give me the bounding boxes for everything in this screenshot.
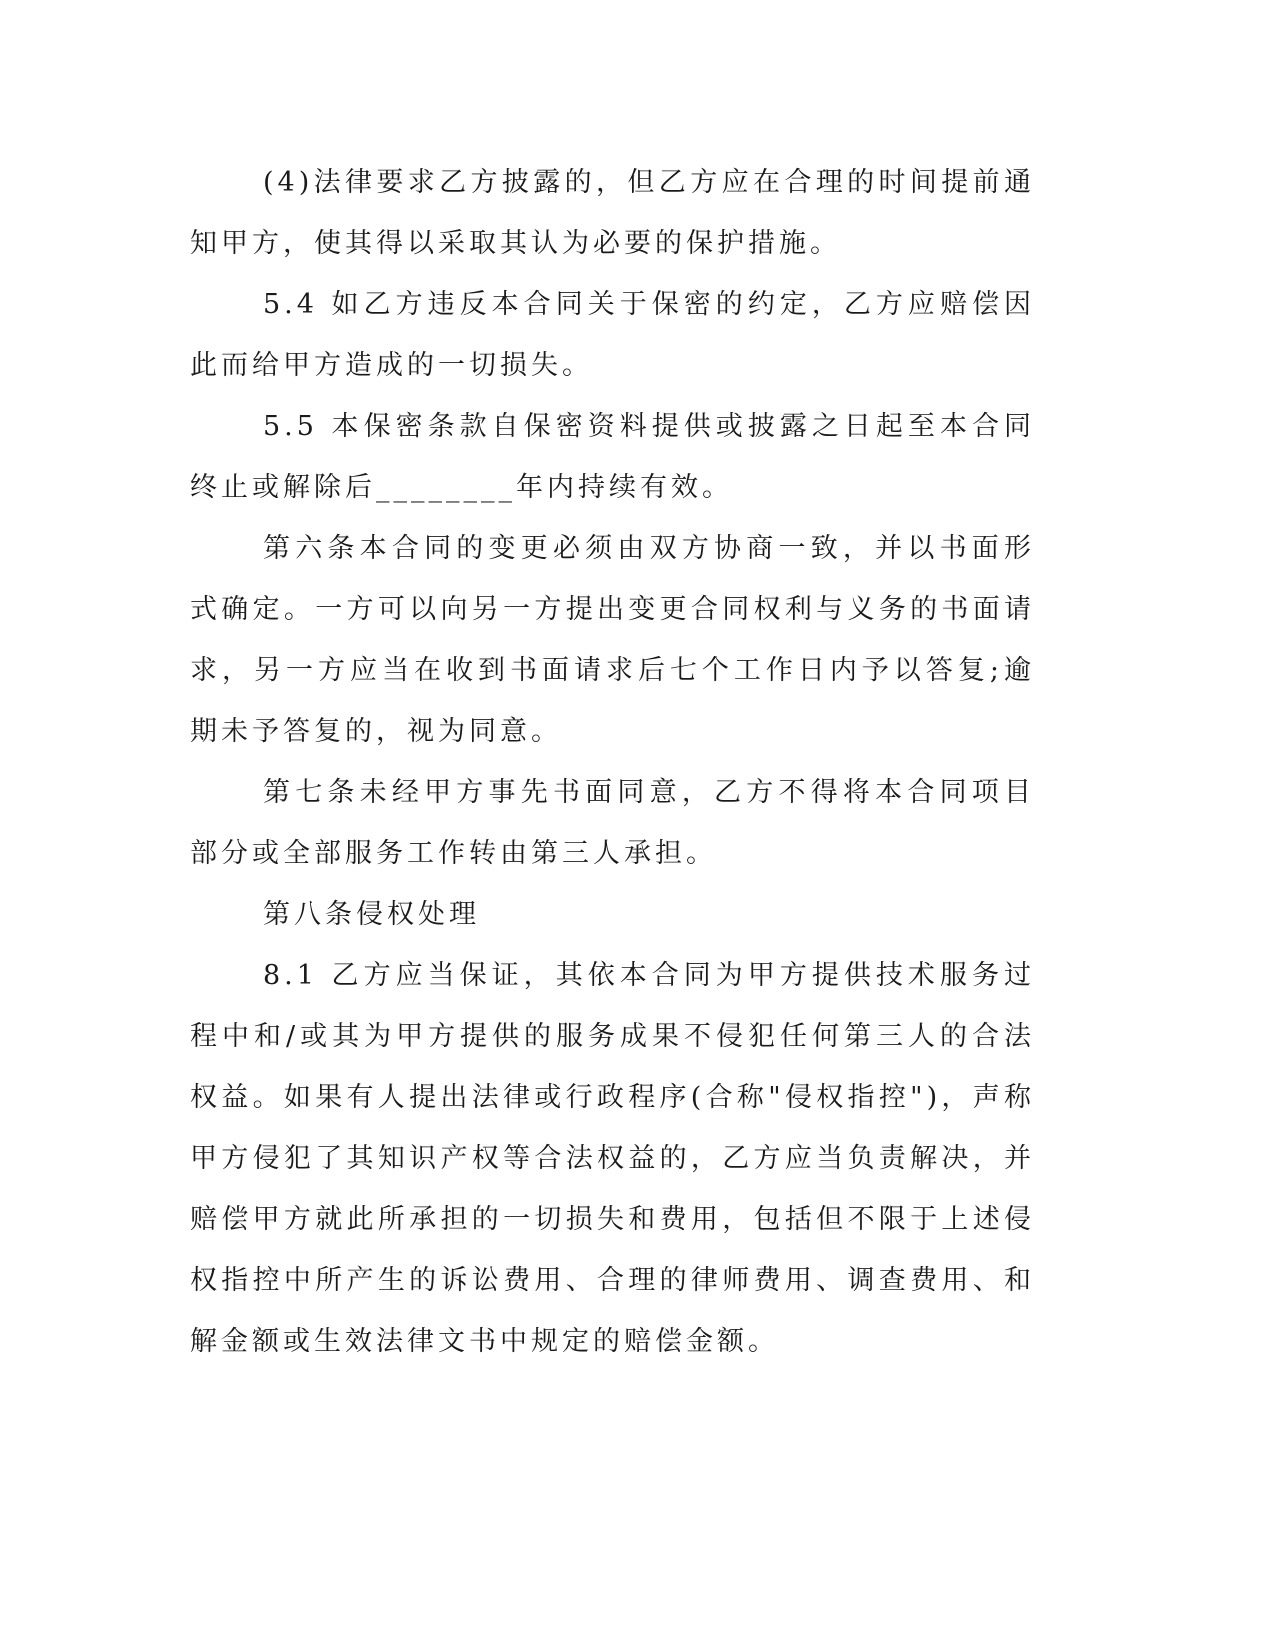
paragraph-clause-4: (4)法律要求乙方披露的，但乙方应在合理的时间提前通知甲方，使其得以采取其认为必要的保护措施。: [190, 167, 1035, 259]
paragraph-article-6: 第六条本合同的变更必须由双方协商一致，并以书面形式确定。一方可以向另一方提出变更合同权利与义务的书面请求，另一方应当在收到书面请求后七个工作日内予以答复;逾期未予答复的，视为同意。: [190, 533, 1035, 747]
paragraph-clause-5-4: 5.4 如乙方违反本合同关于保密的约定，乙方应赔偿因此而给甲方造成的一切损失。: [190, 289, 1035, 381]
paragraph-clause-8-1: 8.1 乙方应当保证，其依本合同为甲方提供技术服务过程中和/或其为甲方提供的服务成果不侵犯任何第三人的合法权益。如果有人提出法律或行政程序(合称"侵权指控")，声称甲方侵犯了其知识产权等合法权益的，乙方应当负责解决，并赔偿甲方就此所承担的一切损失和费用，包括但不限于上述侵权指控中所产生的诉讼费用、合理的律师费用、调查费用、和解金额或生效法律文书中规定的赔偿金额。: [190, 960, 1035, 1357]
heading-article-8: 第八条侵权处理: [263, 899, 480, 930]
paragraph-article-7: 第七条未经甲方事先书面同意，乙方不得将本合同项目部分或全部服务工作转由第三人承担。: [190, 777, 1035, 869]
paragraph-clause-5-5: 5.5 本保密条款自保密资料提供或披露之日起至本合同终止或解除后________年内持续有效。: [190, 411, 1035, 503]
